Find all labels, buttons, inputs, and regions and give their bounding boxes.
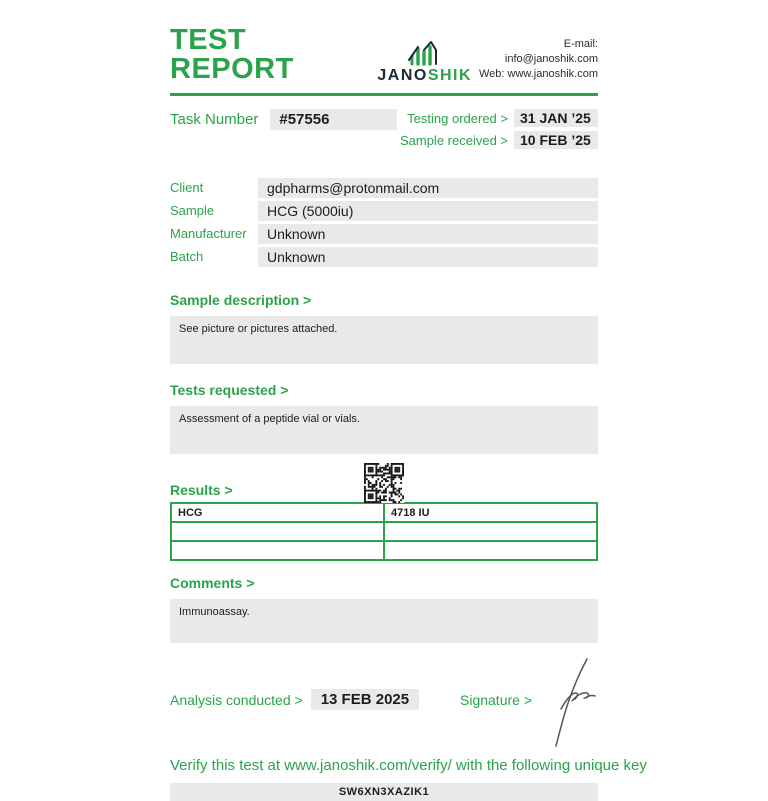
batch-value: Unknown — [258, 247, 598, 267]
logo-wordmark — [377, 68, 472, 84]
sample-description-body: See picture or pictures attached. — [170, 316, 598, 364]
analysis-signature-row — [170, 689, 598, 710]
signature-stroke — [542, 656, 598, 748]
janoshik-logo — [377, 40, 472, 84]
result-analyte — [171, 522, 384, 541]
signature — [540, 690, 598, 710]
sample-description-section — [170, 292, 598, 364]
tests-requested-heading: Tests requested > — [170, 382, 289, 398]
sample-value: HCG (5000iu) — [258, 201, 598, 221]
table-row — [171, 522, 597, 541]
report-header — [170, 24, 598, 85]
task-number-value: #57556 — [270, 109, 397, 130]
sample-description-heading: Sample description > — [170, 292, 312, 308]
logo-bars-icon — [405, 40, 445, 66]
task-number-group — [170, 109, 397, 149]
result-value — [384, 522, 597, 541]
sample-info-list — [170, 178, 598, 267]
contact-block — [472, 37, 598, 84]
client-value: gdpharms@protonmail.com — [258, 178, 598, 198]
qr-code — [364, 463, 404, 503]
comments-heading: Comments > — [170, 575, 255, 591]
logo-jano: JANO — [377, 67, 428, 84]
table-row — [171, 503, 597, 522]
unique-key-value: SW6XN3XAZIK1 — [170, 783, 598, 801]
testing-ordered-row — [400, 109, 598, 127]
sample-received-label: Sample received > — [399, 132, 508, 148]
signature-label: Signature > — [460, 691, 532, 708]
manufacturer-label: Manufacturer — [170, 226, 247, 241]
sample-received-row — [400, 131, 598, 149]
task-dates-row — [170, 109, 598, 149]
testing-ordered-value: 31 JAN ’25 — [514, 109, 598, 127]
logo-shik: SHIK — [427, 67, 473, 84]
result-analyte — [171, 541, 384, 560]
dates-group — [400, 109, 598, 149]
tests-requested-section — [170, 382, 598, 454]
comments-section — [170, 575, 598, 643]
results-table — [170, 502, 598, 561]
table-row — [171, 541, 597, 560]
contact-web: Web: www.janoshik.com — [478, 68, 598, 80]
test-report-document — [170, 24, 647, 801]
analysis-date-value: 13 FEB 2025 — [311, 689, 419, 710]
sample-label: Sample — [170, 203, 215, 218]
info-row-client — [170, 178, 598, 198]
result-analyte: HCG — [171, 503, 384, 522]
verify-text: Verify this test at www.janoshik.com/verify/ with the following unique key — [170, 757, 647, 774]
analysis-conducted-label: Analysis conducted > — [170, 691, 303, 708]
info-row-batch — [170, 247, 598, 267]
results-section — [170, 460, 598, 561]
page-title: TEST REPORT — [170, 24, 294, 85]
manufacturer-value: Unknown — [258, 224, 598, 244]
info-row-sample — [170, 201, 598, 221]
batch-label: Batch — [170, 249, 204, 264]
result-value — [384, 541, 597, 560]
result-value: 4718 IU — [384, 503, 597, 522]
sample-received-value: 10 FEB ’25 — [514, 131, 598, 149]
comments-body: Immunoassay. — [170, 599, 598, 643]
client-label: Client — [170, 180, 204, 195]
results-header — [170, 460, 598, 502]
task-number-label: Task Number — [170, 111, 259, 128]
info-row-manufacturer — [170, 224, 598, 244]
testing-ordered-label: Testing ordered > — [407, 110, 508, 126]
header-divider — [170, 93, 598, 96]
results-heading: Results > — [170, 482, 233, 498]
tests-requested-body: Assessment of a peptide vial or vials. — [170, 406, 598, 454]
contact-email: E-mail: info@janoshik.com — [504, 38, 598, 65]
